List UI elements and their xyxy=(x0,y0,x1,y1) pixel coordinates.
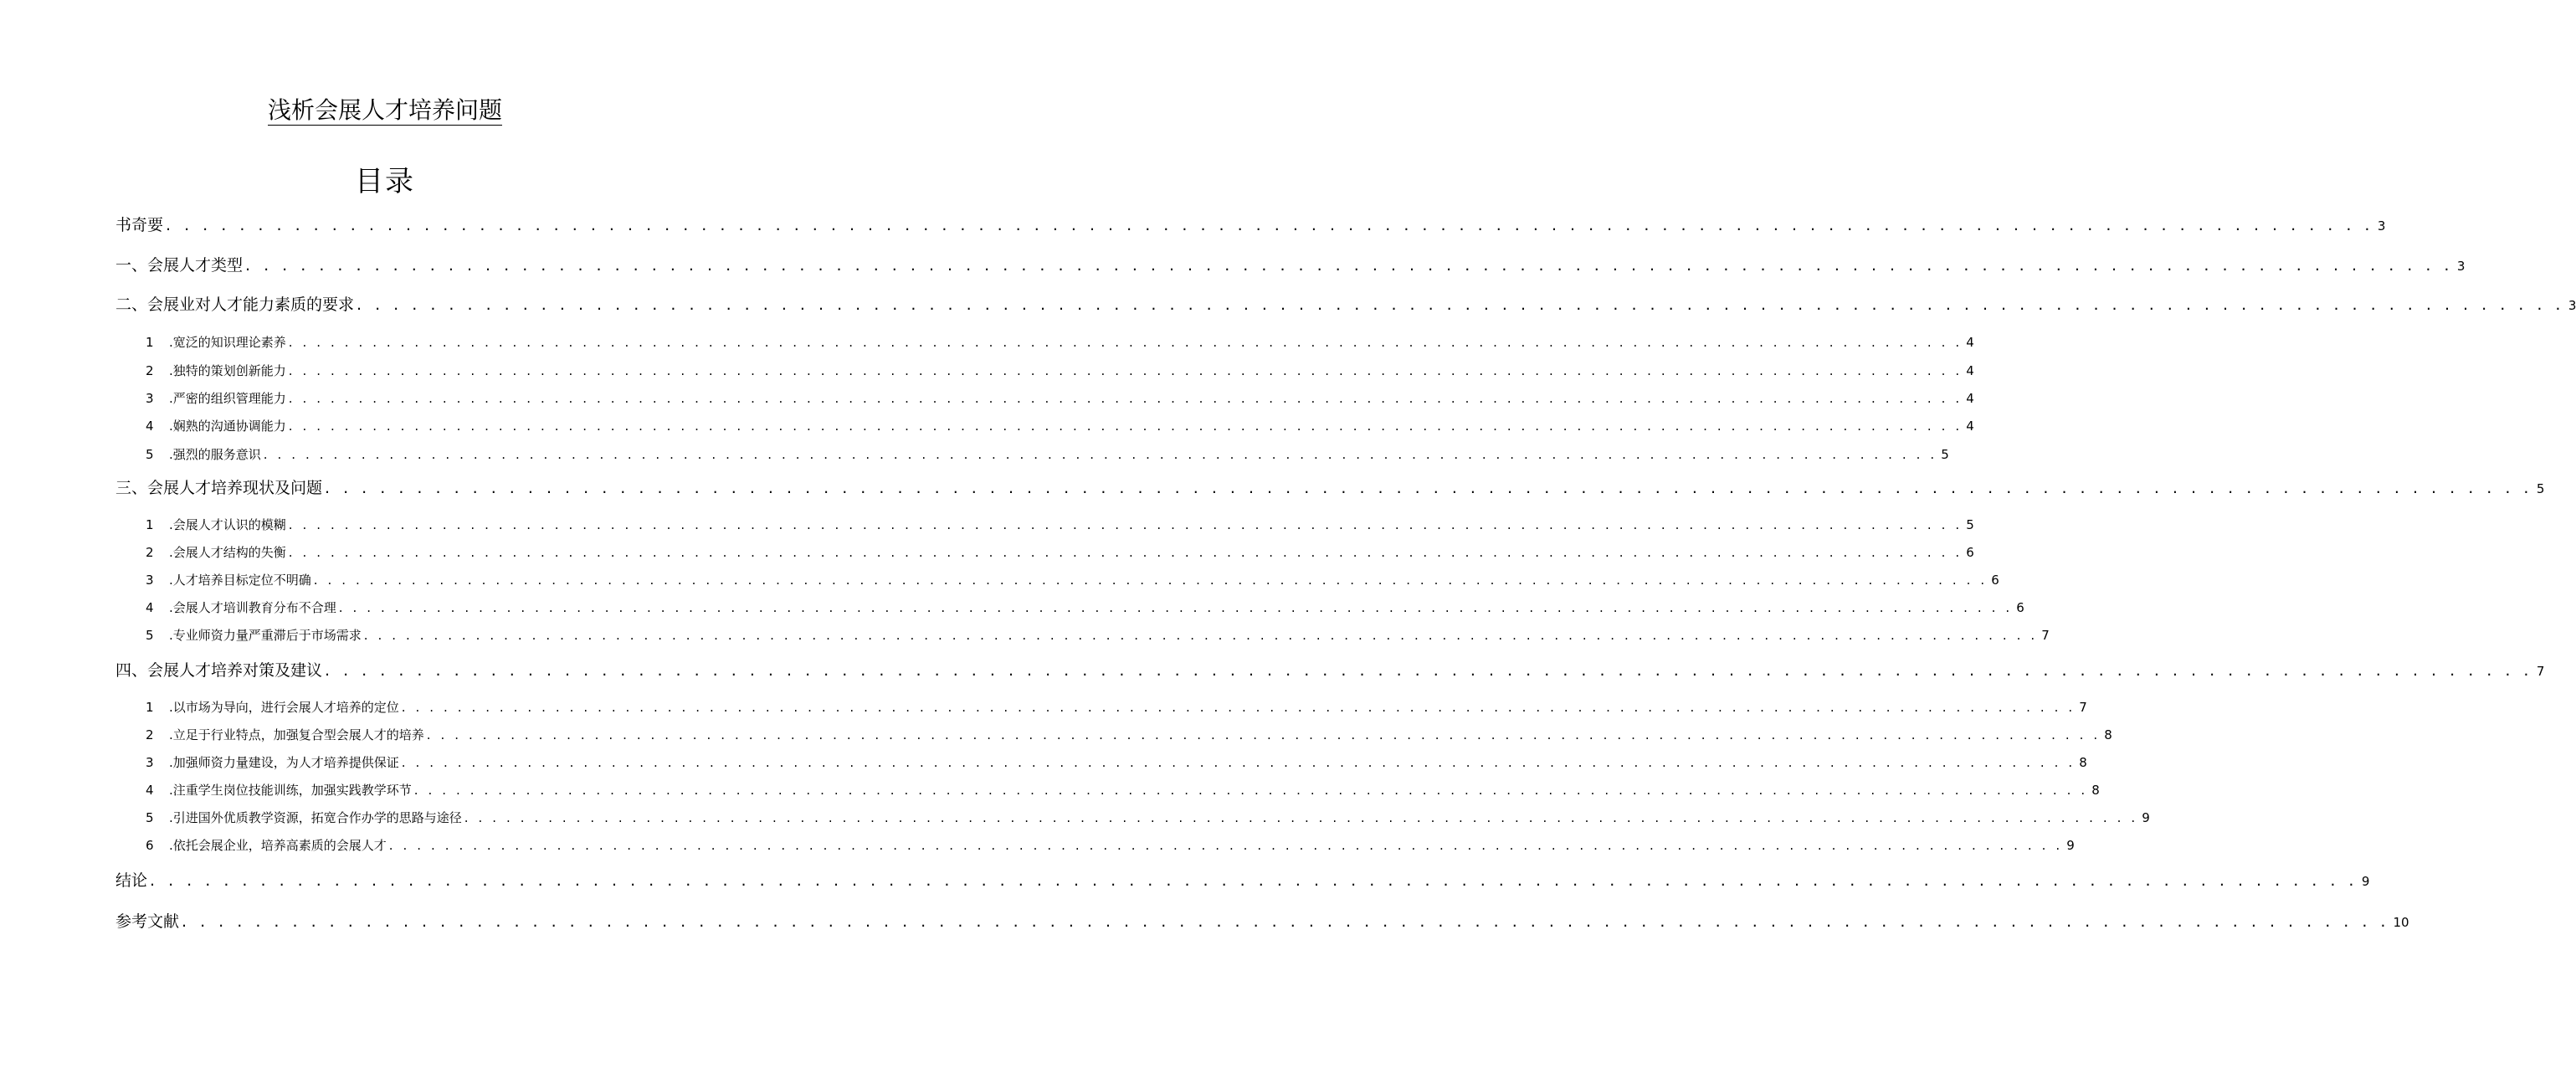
toc-entry-label: .注重学生岗位技能训练，加强实践教学环节 xyxy=(169,783,412,798)
toc-entry-label: .立足于行业特点，加强复合型会展人才的培养 xyxy=(169,727,424,742)
toc-page-number: 6 xyxy=(1991,573,1999,588)
toc-heading: 目录 xyxy=(355,165,415,198)
toc-entry-label: .专业师资力量严重滞后于市场需求 xyxy=(169,628,362,643)
toc-entry-label: .会展人才认识的模糊 xyxy=(169,517,286,532)
toc-subentry[interactable] xyxy=(146,388,1974,408)
toc-dot-leader: . . . . . . . . . . . . . . . . . . . . . . . . . . . . . . . . . . . . . . . . . . . . . . . . . . . . . . . . . . . . . . . . . . . . . . . . . . . . . . . . . . . . . . . . . . . . . . . . . . . . . . . . . . . . . . . . . . . . . . . . xyxy=(288,363,1963,378)
toc-subentry[interactable] xyxy=(146,697,2087,717)
toc-entry-label: .严密的组织管理能力 xyxy=(169,391,286,406)
toc-subentry[interactable] xyxy=(146,725,2112,745)
toc-entry-number: 2 xyxy=(146,363,154,378)
toc-dot-leader: . . . . . . . . . . . . . . . . . . . . . . . . . . . . . . . . . . . . . . . . . . . . . . . . . . . . . . . . . . . . . . . . . . . . . . . . . . . . . . . . . . . . . . . . . . . . . . . . . . . . . . . . . . . . . . . . . . . . . . . . xyxy=(464,810,2138,825)
toc-dot-leader: . . . . . . . . . . . . . . . . . . . . . . . . . . . . . . . . . . . . . . . . . . . . . . . . . . . . . . . . . . . . . . . . . . . . . . . . . . . . . . . . . . . . . . . . . . . . . . . . . . . . . . . . . . . . . . . . . . . . . . . . xyxy=(288,517,1963,532)
toc-entry-number: 3 xyxy=(146,391,154,406)
toc-entry-number: 3 xyxy=(146,755,154,770)
toc-dot-leader: . . . . . . . . . . . . . . . . . . . . . . . . . . . . . . . . . . . . . . . . . . . . . . . . . . . . . . . . . . . . . . . . . . . . . . . . . . . . . . . . . . . . . . . . . . . . . . . . . . . . . . . . . . . . . . . . . . . . . . . . xyxy=(413,783,2088,798)
toc-page-number: 8 xyxy=(2091,783,2100,798)
toc-entry-number: 1 xyxy=(146,700,154,715)
toc-dot-leader: . . . . . . . . . . . . . . . . . . . . . . . . . . . . . . . . . . . . . . . . . . . . . . . . . . . . . . . . . . . . . . . . . . . . . . . . . . . . . . . . . . . . . . . . . . . . . . . . . . . . . . . . . . . . . . . . . . . . . . . . xyxy=(288,545,1963,560)
toc-entry-number: 5 xyxy=(146,810,154,825)
toc-entry-number: 3 xyxy=(146,573,154,588)
toc-page-number: 7 xyxy=(2079,700,2087,715)
toc-entry-label: 四、会展人才培养对策及建议 xyxy=(115,661,323,680)
toc-page-number: 5 xyxy=(1941,447,1949,462)
toc-entry[interactable] xyxy=(115,254,2466,278)
toc-dot-leader: . . . . . . . . . . . . . . . . . . . . . . . . . . . . . . . . . . . . . . . . . . . . . . . . . . . . . . . . . . . . . . . . . . . . . . . . . . . . . . . . . . . . . . . . . . . . . . . . . . . . . . . . . . . . . . . . . . . . . . . . xyxy=(325,479,2533,497)
toc-dot-leader: . . . . . . . . . . . . . . . . . . . . . . . . . . . . . . . . . . . . . . . . . . . . . . . . . . . . . . . . . . . . . . . . . . . . . . . . . . . . . . . . . . . . . . . . . . . . . . . . . . . . . . . . . . . . . . . . . . . . . . . . xyxy=(182,912,2390,931)
toc-entry-number: 4 xyxy=(146,419,154,434)
toc-entry-number: 5 xyxy=(146,447,154,462)
toc-page-number: 9 xyxy=(2066,838,2075,853)
toc-entry[interactable] xyxy=(115,293,2576,317)
toc-page-number: 4 xyxy=(1966,391,1974,406)
toc-subentry[interactable] xyxy=(146,598,2024,618)
toc-entry-number: 2 xyxy=(146,727,154,742)
toc-subentry[interactable] xyxy=(146,444,1949,465)
toc-page-number: 5 xyxy=(2536,481,2545,496)
toc-page-number: 6 xyxy=(2016,600,2024,615)
toc-entry-number: 1 xyxy=(146,335,154,350)
toc-subentry[interactable] xyxy=(146,835,2075,855)
document-title xyxy=(0,94,770,127)
toc-entry[interactable] xyxy=(115,659,2545,683)
toc-dot-leader: . . . . . . . . . . . . . . . . . . . . . . . . . . . . . . . . . . . . . . . . . . . . . . . . . . . . . . . . . . . . . . . . . . . . . . . . . . . . . . . . . . . . . . . . . . . . . . . . . . . . . . . . . . . . . . . . . . . . . . . . xyxy=(325,661,2533,680)
toc-entry-label: .依托会展企业，培养高素质的会展人才 xyxy=(169,838,387,853)
toc-page-number: 4 xyxy=(1966,335,1974,350)
toc-dot-leader: . . . . . . . . . . . . . . . . . . . . . . . . . . . . . . . . . . . . . . . . . . . . . . . . . . . . . . . . . . . . . . . . . . . . . . . . . . . . . . . . . . . . . . . . . . . . . . . . . . . . . . . . . . . . . . . . . . . . . . . . xyxy=(263,447,1937,462)
toc-subentry[interactable] xyxy=(146,332,1974,352)
toc-subentry[interactable] xyxy=(146,361,1974,381)
toc-page-number: 10 xyxy=(2393,915,2409,930)
toc-subentry[interactable] xyxy=(146,542,1974,562)
toc-subentry[interactable] xyxy=(146,625,2050,645)
toc-dot-leader: . . . . . . . . . . . . . . . . . . . . . . . . . . . . . . . . . . . . . . . . . . . . . . . . . . . . . . . . . . . . . . . . . . . . . . . . . . . . . . . . . . . . . . . . . . . . . . . . . . . . . . . . . . . . . . . . . . . . . . . . xyxy=(357,295,2565,314)
toc-page-number: 3 xyxy=(2568,298,2576,313)
toc-dot-leader: . . . . . . . . . . . . . . . . . . . . . . . . . . . . . . . . . . . . . . . . . . . . . . . . . . . . . . . . . . . . . . . . . . . . . . . . . . . . . . . . . . . . . . . . . . . . . . . . . . . . . . . . . . . . . . . . . . . . . . . . xyxy=(288,419,1963,434)
toc-page-number: 9 xyxy=(2142,810,2150,825)
toc-entry-label: .人才培养目标定位不明确 xyxy=(169,573,311,588)
toc-dot-leader: . . . . . . . . . . . . . . . . . . . . . . . . . . . . . . . . . . . . . . . . . . . . . . . . . . . . . . . . . . . . . . . . . . . . . . . . . . . . . . . . . . . . . . . . . . . . . . . . . . . . . . . . . . . . . . . . . . . . . . . . xyxy=(245,256,2454,275)
toc-entry-number: 4 xyxy=(146,783,154,798)
toc-entry-label: .引进国外优质教学资源，拓宽合作办学的思路与途径 xyxy=(169,810,462,825)
toc-entry-label: 二、会展业对人才能力素质的要求 xyxy=(115,295,355,314)
toc-dot-leader: . . . . . . . . . . . . . . . . . . . . . . . . . . . . . . . . . . . . . . . . . . . . . . . . . . . . . . . . . . . . . . . . . . . . . . . . . . . . . . . . . . . . . . . . . . . . . . . . . . . . . . . . . . . . . . . . . . . . . . . . xyxy=(313,573,1988,588)
toc-entry-label: 参考文献 xyxy=(115,912,180,931)
toc-subentry[interactable] xyxy=(146,808,2150,828)
toc-dot-leader: . . . . . . . . . . . . . . . . . . . . . . . . . . . . . . . . . . . . . . . . . . . . . . . . . . . . . . . . . . . . . . . . . . . . . . . . . . . . . . . . . . . . . . . . . . . . . . . . . . . . . . . . . . . . . . . . . . . . . . . . xyxy=(338,600,2013,615)
toc-entry-label: .加强师资力量建设，为人才培养提供保证 xyxy=(169,755,399,770)
toc-page-number: 8 xyxy=(2079,755,2087,770)
toc-dot-leader: . . . . . . . . . . . . . . . . . . . . . . . . . . . . . . . . . . . . . . . . . . . . . . . . . . . . . . . . . . . . . . . . . . . . . . . . . . . . . . . . . . . . . . . . . . . . . . . . . . . . . . . . . . . . . . . . . . . . . . . . xyxy=(166,216,2374,234)
toc-entry-label: 书奇要 xyxy=(115,216,164,234)
toc-entry-label: .以市场为导向，进行会展人才培养的定位 xyxy=(169,700,399,715)
toc-dot-leader: . . . . . . . . . . . . . . . . . . . . . . . . . . . . . . . . . . . . . . . . . . . . . . . . . . . . . . . . . . . . . . . . . . . . . . . . . . . . . . . . . . . . . . . . . . . . . . . . . . . . . . . . . . . . . . . . . . . . . . . . xyxy=(363,628,2038,643)
toc-entry[interactable] xyxy=(115,476,2545,501)
toc-dot-leader: . . . . . . . . . . . . . . . . . . . . . . . . . . . . . . . . . . . . . . . . . . . . . . . . . . . . . . . . . . . . . . . . . . . . . . . . . . . . . . . . . . . . . . . . . . . . . . . . . . . . . . . . . . . . . . . . . . . . . . . . xyxy=(150,871,2358,890)
toc-dot-leader: . . . . . . . . . . . . . . . . . . . . . . . . . . . . . . . . . . . . . . . . . . . . . . . . . . . . . . . . . . . . . . . . . . . . . . . . . . . . . . . . . . . . . . . . . . . . . . . . . . . . . . . . . . . . . . . . . . . . . . . . xyxy=(288,391,1963,406)
toc-entry-number: 5 xyxy=(146,628,154,643)
toc-entry-number: 4 xyxy=(146,600,154,615)
toc-page-number: 7 xyxy=(2041,628,2050,643)
toc-entry-number: 1 xyxy=(146,517,154,532)
toc-entry-label: .会展人才培训教育分布不合理 xyxy=(169,600,336,615)
toc-page-number: 4 xyxy=(1966,419,1974,434)
toc-entry-label: .强烈的服务意识 xyxy=(169,447,261,462)
toc-dot-leader: . . . . . . . . . . . . . . . . . . . . . . . . . . . . . . . . . . . . . . . . . . . . . . . . . . . . . . . . . . . . . . . . . . . . . . . . . . . . . . . . . . . . . . . . . . . . . . . . . . . . . . . . . . . . . . . . . . . . . . . . xyxy=(426,727,2101,742)
toc-page-number: 8 xyxy=(2104,727,2112,742)
toc-subentry[interactable] xyxy=(146,570,1999,590)
toc-page-number: 6 xyxy=(1966,545,1974,560)
toc-entry-number: 2 xyxy=(146,545,154,560)
toc-page-number: 9 xyxy=(2361,874,2370,889)
document-title-text: 浅析会展人才培养问题 xyxy=(267,96,502,124)
toc-page-number: 3 xyxy=(2377,218,2386,234)
toc-entry-label: 一、会展人才类型 xyxy=(115,256,244,275)
toc-dot-leader: . . . . . . . . . . . . . . . . . . . . . . . . . . . . . . . . . . . . . . . . . . . . . . . . . . . . . . . . . . . . . . . . . . . . . . . . . . . . . . . . . . . . . . . . . . . . . . . . . . . . . . . . . . . . . . . . . . . . . . . . xyxy=(288,335,1963,350)
toc-dot-leader: . . . . . . . . . . . . . . . . . . . . . . . . . . . . . . . . . . . . . . . . . . . . . . . . . . . . . . . . . . . . . . . . . . . . . . . . . . . . . . . . . . . . . . . . . . . . . . . . . . . . . . . . . . . . . . . . . . . . . . . . xyxy=(401,700,2076,715)
toc-entry-label: 三、会展人才培养现状及问题 xyxy=(115,479,323,497)
toc-entry[interactable] xyxy=(115,213,2386,238)
toc-entry-label: .宽泛的知识理论素养 xyxy=(169,335,286,350)
toc-subentry[interactable] xyxy=(146,416,1974,436)
toc-subentry[interactable] xyxy=(146,753,2087,773)
toc-subentry[interactable] xyxy=(146,780,2100,800)
toc-entry[interactable] xyxy=(115,869,2370,893)
toc-page-number: 5 xyxy=(1966,517,1974,532)
toc-dot-leader: . . . . . . . . . . . . . . . . . . . . . . . . . . . . . . . . . . . . . . . . . . . . . . . . . . . . . . . . . . . . . . . . . . . . . . . . . . . . . . . . . . . . . . . . . . . . . . . . . . . . . . . . . . . . . . . . . . . . . . . . xyxy=(401,755,2076,770)
toc-entry-label: .独特的策划创新能力 xyxy=(169,363,286,378)
toc-entry[interactable] xyxy=(115,910,2409,934)
toc-entry-number: 6 xyxy=(146,838,154,853)
toc-subentry[interactable] xyxy=(146,515,1974,535)
toc-page-number: 4 xyxy=(1966,363,1974,378)
toc-entry-label: .娴熟的沟通协调能力 xyxy=(169,419,286,434)
toc-page-number: 3 xyxy=(2456,259,2466,274)
toc-entry-label: 结论 xyxy=(115,871,148,890)
toc-page-number: 7 xyxy=(2536,664,2545,679)
toc-entry-label: .会展人才结构的失衡 xyxy=(169,545,286,560)
toc-dot-leader: . . . . . . . . . . . . . . . . . . . . . . . . . . . . . . . . . . . . . . . . . . . . . . . . . . . . . . . . . . . . . . . . . . . . . . . . . . . . . . . . . . . . . . . . . . . . . . . . . . . . . . . . . . . . . . . . . . . . . . . . xyxy=(388,838,2063,853)
